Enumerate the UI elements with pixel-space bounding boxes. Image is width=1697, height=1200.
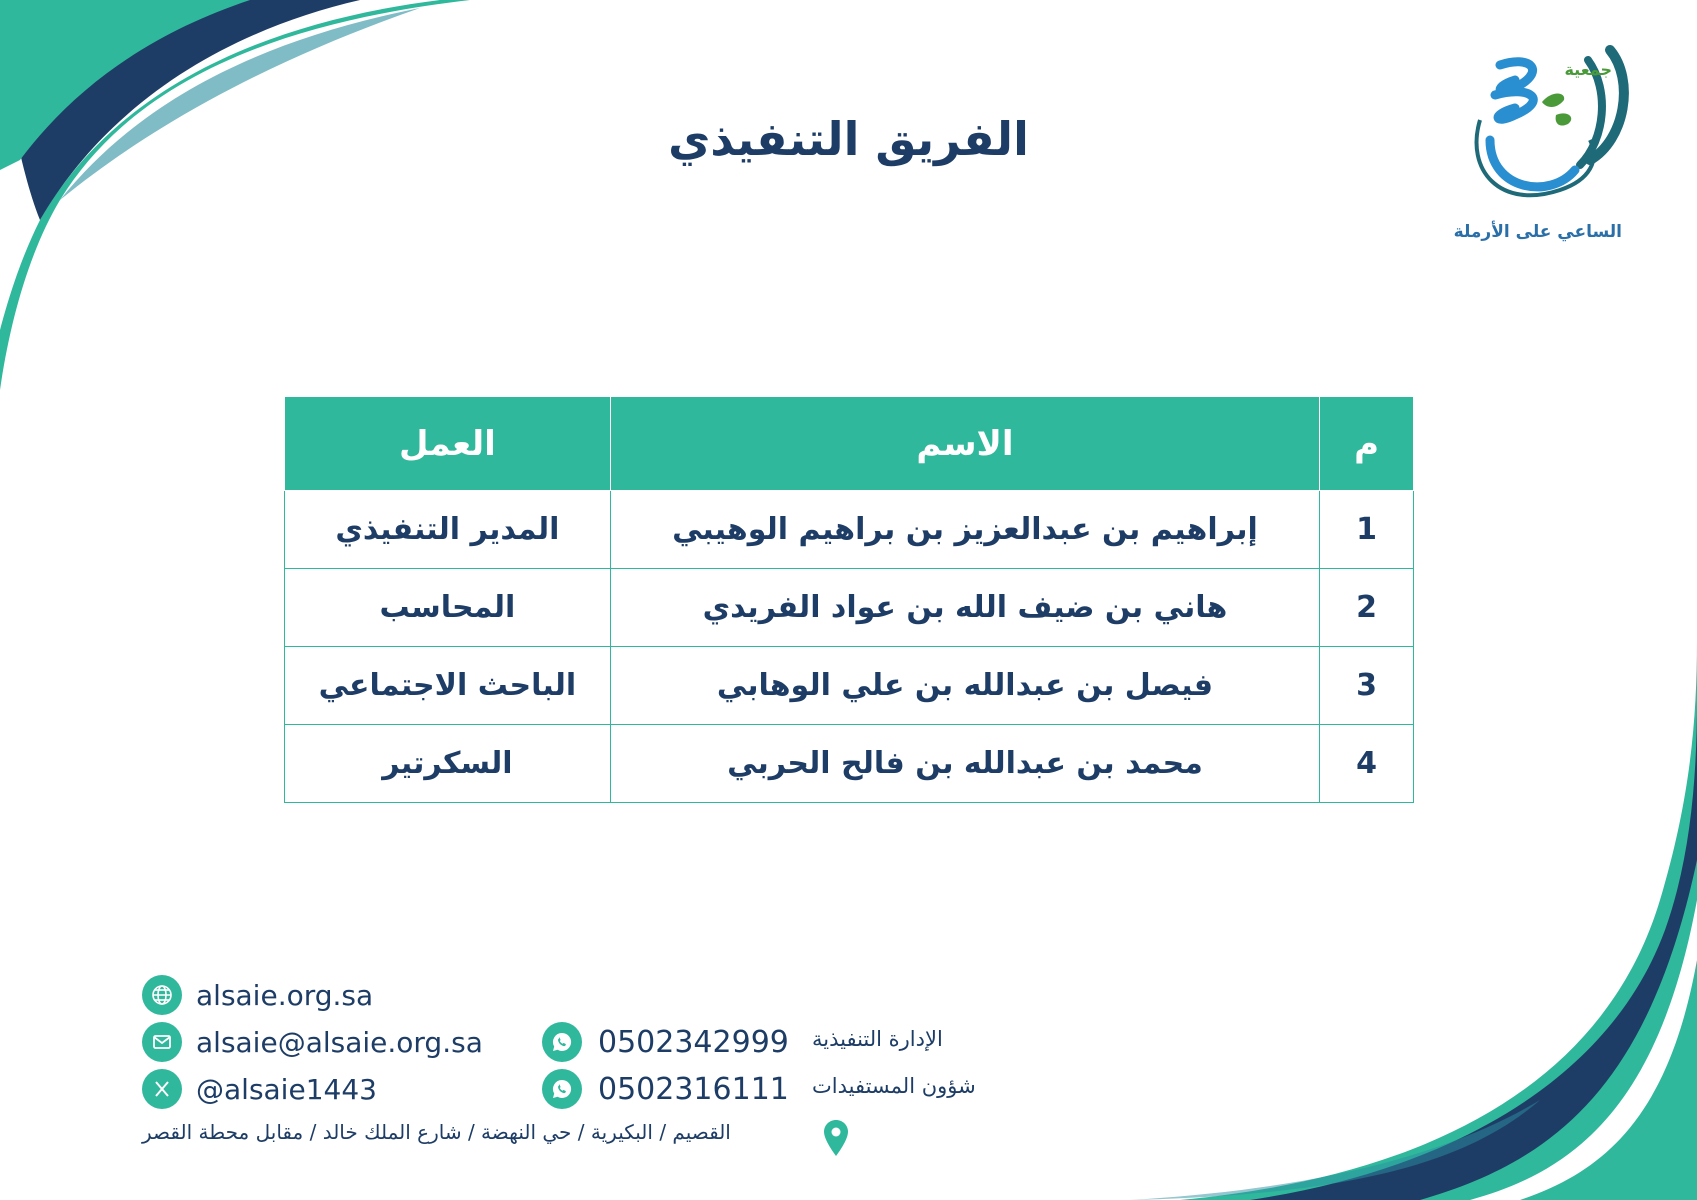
twitter-handle[interactable]: @alsaie1443	[196, 1072, 377, 1106]
address-text: القصيم / البكيرية / حي النهضة / شارع الملك خالد / مقابل محطة القصر	[142, 1120, 731, 1144]
header-name: الاسم	[610, 397, 1319, 491]
row-job: المدير التنفيذي	[285, 491, 611, 569]
table-row	[285, 725, 1414, 803]
logo-bottom-text: الساعي على الأرملة	[1453, 222, 1622, 242]
row-name: هاني بن ضيف الله بن عواد الفريدي	[610, 569, 1319, 647]
phone-benef-label: شؤون المستفيدات	[812, 1074, 976, 1098]
whatsapp-icon	[542, 1022, 582, 1062]
twitter-contact[interactable]	[142, 1069, 377, 1109]
table-row	[285, 647, 1414, 725]
phone-benef-contact[interactable]	[542, 1069, 789, 1109]
phone-exec-number[interactable]: 0502342999	[598, 1024, 789, 1060]
row-job: المحاسب	[285, 569, 611, 647]
row-name: محمد بن عبدالله بن فالح الحربي	[610, 725, 1319, 803]
row-number: 2	[1320, 569, 1414, 647]
website-link[interactable]: alsaie.org.sa	[196, 978, 374, 1012]
phone-benef-number[interactable]: 0502316111	[598, 1071, 789, 1107]
phone-exec-contact[interactable]	[542, 1022, 789, 1062]
logo-top-text: جمعية	[1564, 60, 1612, 79]
globe-icon	[142, 975, 182, 1015]
x-twitter-icon	[142, 1069, 182, 1109]
row-number: 1	[1320, 491, 1414, 569]
header-job: العمل	[285, 397, 611, 491]
row-job: الباحث الاجتماعي	[285, 647, 611, 725]
email-contact[interactable]	[142, 1022, 483, 1062]
row-job: السكرتير	[285, 725, 611, 803]
row-number: 4	[1320, 725, 1414, 803]
row-name: فيصل بن عبدالله بن علي الوهابي	[610, 647, 1319, 725]
table-header-row	[285, 397, 1414, 491]
mail-icon	[142, 1022, 182, 1062]
table-row	[285, 569, 1414, 647]
team-table	[284, 396, 1414, 803]
email-link[interactable]: alsaie@alsaie.org.sa	[196, 1025, 483, 1059]
row-name: إبراهيم بن عبدالعزيز بن براهيم الوهيبي	[610, 491, 1319, 569]
phone-exec-label: الإدارة التنفيذية	[812, 1027, 943, 1051]
whatsapp-icon	[542, 1069, 582, 1109]
row-number: 3	[1320, 647, 1414, 725]
header-number: م	[1320, 397, 1414, 491]
page-title: الفريق التنفيذي	[668, 112, 1029, 166]
website-contact[interactable]	[142, 975, 373, 1015]
location-pin-icon	[822, 1118, 850, 1158]
table-row	[285, 491, 1414, 569]
